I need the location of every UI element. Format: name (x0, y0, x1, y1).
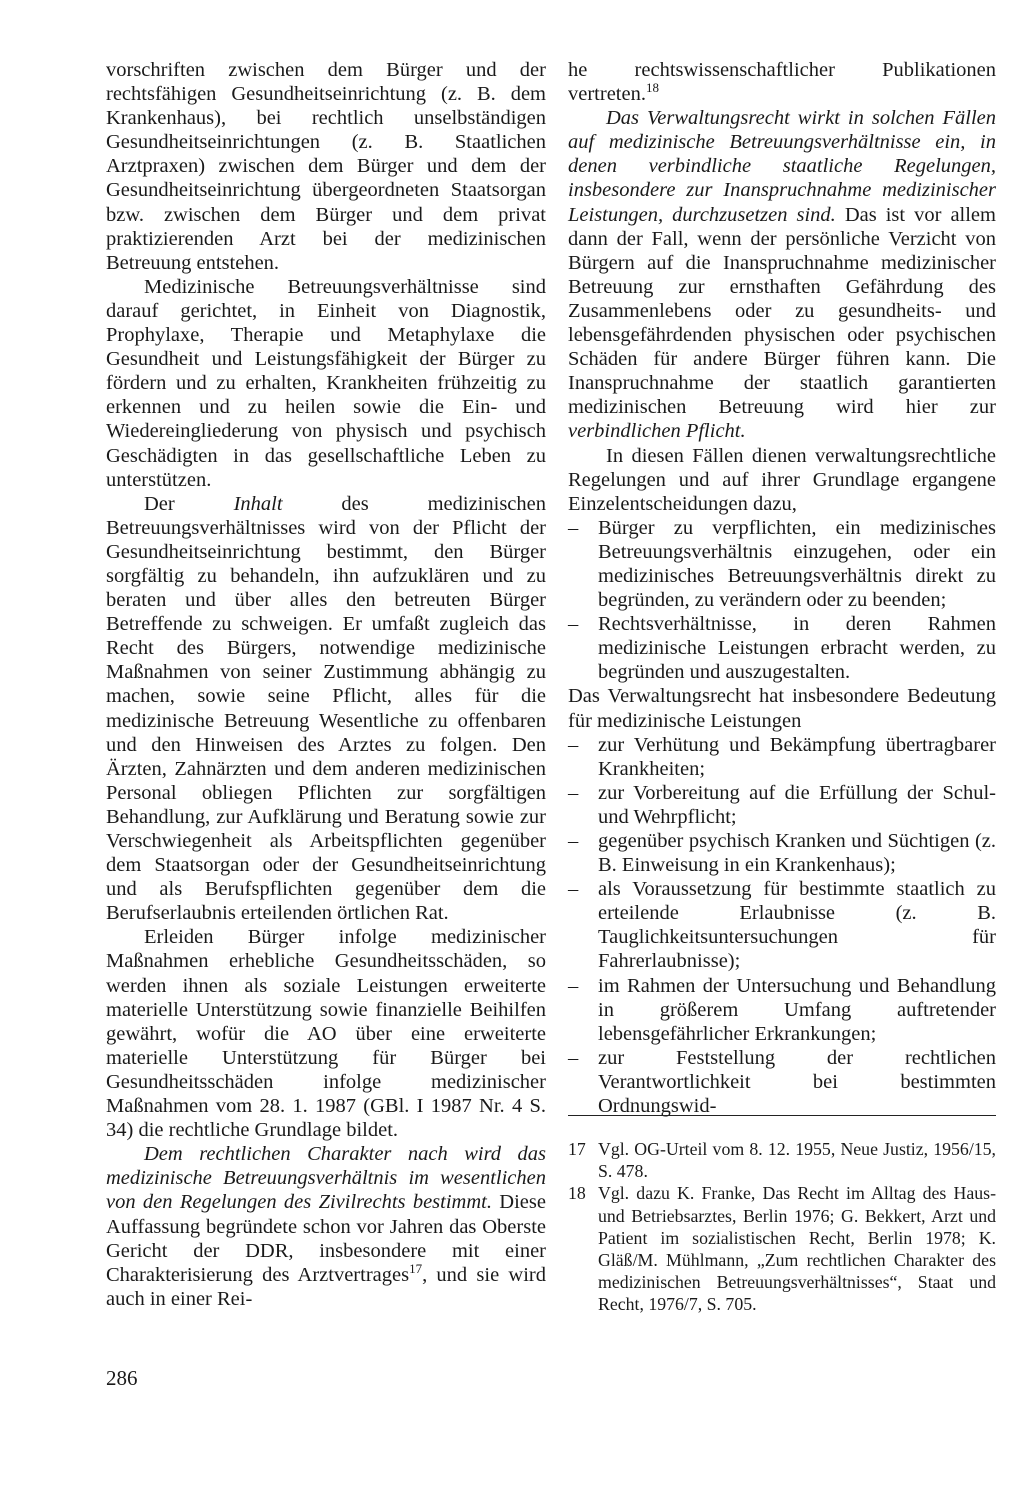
list-item: – Rechtsverhältnisse, in deren Rahmen medizinische Leistungen erbracht werden, zu begründen und auszugestalten. (568, 612, 996, 684)
footnote-reference: 17 (409, 1260, 423, 1276)
paragraph (568, 58, 996, 106)
emphasis: Dem rechtlichen Charakter nach wird das medizinische Betreuungsverhältnis im wesentlichen von den Regelungen des Zivilrechts bestimmt. (106, 1143, 546, 1214)
footnotes (568, 1138, 996, 1316)
paragraph: vorschriften zwischen dem Bürger und der rechtsfähigen Gesundheitseinrichtung (z. B. dem Krankenhaus), bei rechtlich unselbständigen Gesundheitseinrichtungen (z. B. Staatlichen Arztpraxen) zwischen dem Bürger und dem der Gesundheitseinrichtung übergeordneten Staatsorgan bzw. zwischen dem Bürger und dem privat praktizierenden Arzt bei der medizinischen Betreuung entstehen. (106, 59, 546, 274)
dash-list (568, 733, 996, 1119)
emphasis: Inhalt (233, 492, 283, 515)
list-item: – als Voraussetzung für bestimmte staatlich zu erteilende Erlaubnisse (z. B. Tauglichkeitsuntersuchungen für Fahrerlaubnisse); (568, 877, 996, 973)
paragraph: Medizinische Betreuungsverhältnisse sind darauf gerichtet, in Einheit von Diagnostik, Prophylaxe, Therapie und Metaphylaxe die Gesundheit und Leistungsfähigkeit der Bürger zu fördern und zu erhalten, Krankheiten frühzeitig zu erkennen und zu heilen sowie die Ein- und Wiedereingliederung von physisch und psychisch Geschädigten in das gesellschaftliche Leben zu unterstützen. (106, 275, 546, 491)
page-number: 286 (106, 1366, 138, 1390)
footnote (568, 1138, 996, 1182)
footnote-number: 18 (568, 1183, 586, 1204)
footnote-divider (568, 1115, 996, 1116)
paragraph (106, 1142, 546, 1311)
text-run: he rechtswissenschaftlicher Publikationen vertreten. (568, 59, 996, 106)
left-column (106, 58, 546, 1311)
emphasis: verbindlichen Pflicht. (568, 420, 746, 443)
list-item: – zur Verhütung und Bekämpfung übertragbarer Krankheiten; (568, 733, 996, 781)
paragraph (106, 492, 546, 926)
emphasis: Das Verwaltungsrecht wirkt in solchen Fällen auf medizinische Betreuungsverhältnisse ein, in denen verbindliche staatliche Regelungen, insbesondere zur Inanspruchnahme medizinischer Leistungen, durchzusetzen sind. (568, 107, 996, 226)
list-item: – gegenüber psychisch Kranken und Süchtigen (z. B. Einweisung in ein Krankenhaus); (568, 829, 996, 877)
text-run: Diese Auffassung begründete schon vor Jahren das Oberste Gericht der DDR, insbesondere mit einer Charakterisierung des Arztvertrages (106, 1191, 546, 1286)
text-run: des medizinischen Betreuungsverhältnisses wird von der Pflicht der Gesundheitseinrichtung bestimmt, den Bürger sorgfältig zu behandeln, ihn aufzuklären und zu beraten und über alles den betreuten Bürger Betreffende zu schweigen. Er umfaßt zugleich das Recht des Bürgers, notwendige medizinische Maßnahmen von seiner Zustimmung abhängig zu machen, sowie seine Pflicht, alles für die medizinische Betreuung Wesentliche zu offenbaren und den Hinweisen des Arztes zu folgen. Den Ärzten, Zahnärzten und dem anderen medizinischen Personal obliegen Pflichten zur sorgfältigen Behandlung, zur Aufklärung und Beratung sowie zur Verschwiegenheit als Arbeitspflichten gegenüber dem Staatsorgan oder der Gesundheitseinrichtung und als Berufspflichten gegenüber dem die Berufserlaubnis erteilenden örtlichen Rat. (106, 492, 547, 925)
text-run: , und sie wird auch in einer Rei- (106, 1263, 546, 1310)
list-item: – Bürger zu verpflichten, ein medizinisches Betreuungsverhältnis einzugehen, oder ein medizinisches Betreuungsverhältnis direkt zu begründen, zu verändern oder zu beenden; (568, 516, 996, 612)
paragraph: Das Verwaltungsrecht hat insbesondere Bedeutung für medizinische Leistungen (568, 685, 996, 732)
footnote-reference: 18 (645, 80, 659, 96)
text-run: Der (144, 492, 234, 515)
text-run: Das ist vor allem dann der Fall, wenn der persönliche Verzicht von Bürgern auf die Inanspruchnahme medizinischer Betreuung zur ernsthaften Gefährdung des Zusammenlebens oder zu gesundheits- und lebensgefährdenden physischen oder psychischen Schäden für andere Bürger führen kann. Die Inanspruchnahme der staatlich garantierten medizinischen Betreuung wird hier zur (568, 203, 996, 419)
list-item: – zur Vorbereitung auf die Erfüllung der Schul- und Wehrpflicht; (568, 781, 996, 829)
footnote (568, 1182, 996, 1315)
footnote-text: Vgl. OG-Urteil vom 8. 12. 1955, Neue Justiz, 1956/15, S. 478. (598, 1139, 996, 1182)
footnote-text: Vgl. dazu K. Franke, Das Recht im Alltag des Haus- und Betriebsarztes, Berlin 1976; G. Bekkert, Arzt und Patient im sozialistischen Recht, Berlin 1978; K. Gläß/M. Mühlmann, „Zum rechtlichen Charakter des medizinischen Betreuungsverhältnisses“, Staat und Recht, 1976/7, S. 705. (598, 1183, 996, 1315)
dash-list (568, 516, 996, 685)
right-column (568, 58, 996, 1118)
paragraph: In diesen Fällen dienen verwaltungsrechtliche Regelungen und auf ihrer Grundlage ergangene Einzelentscheidungen dazu, (568, 444, 996, 515)
list-item: – im Rahmen der Untersuchung und Behandlung in größerem Umfang auftretender lebensgefährlicher Erkrankungen; (568, 974, 996, 1046)
paragraph: Erleiden Bürger infolge medizinischer Maßnahmen erhebliche Gesundheitsschäden, so werden ihnen als soziale Leistungen erweiterte materielle Unterstützung sowie finanzielle Beihilfen gewährt, wofür die AO über eine erweiterte materielle Unterstützung für Bürger bei Gesundheitsschäden infolge medizinischer Maßnahmen vom 28. 1. 1987 (GBl. I 1987 Nr. 4 S. 34) die rechtliche Grundlage bildet. (106, 926, 546, 1142)
footnote-number: 17 (568, 1139, 586, 1159)
list-item: – zur Feststellung der rechtlichen Verantwortlichkeit bei bestimmten Ordnungswid- (568, 1046, 996, 1118)
paragraph (568, 106, 996, 443)
